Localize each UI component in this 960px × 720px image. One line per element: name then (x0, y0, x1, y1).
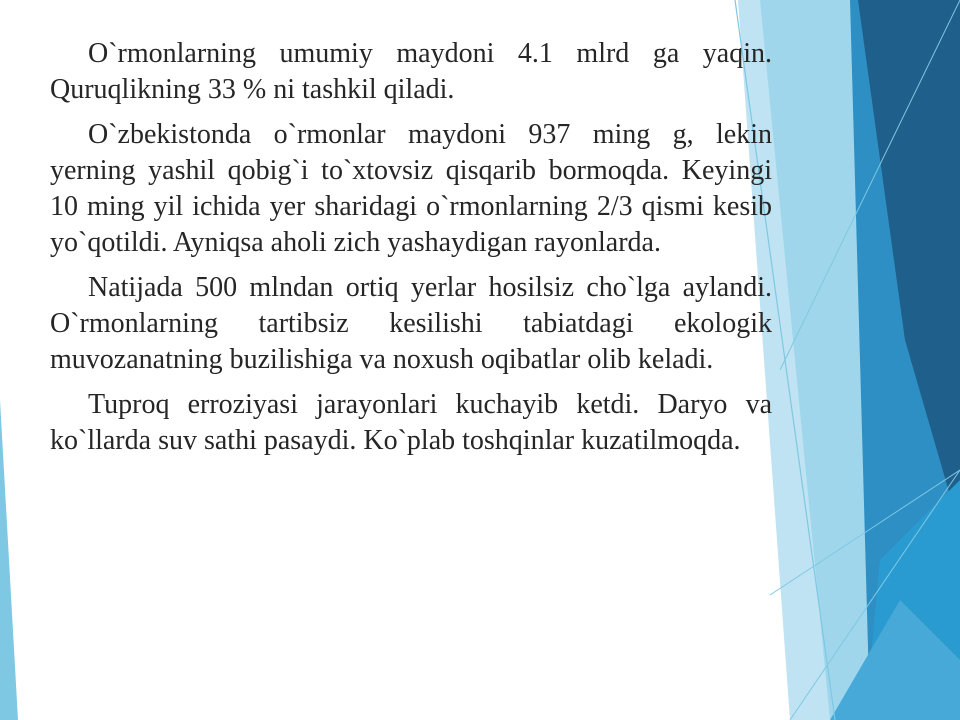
left-accent-shape (0, 400, 18, 720)
paragraph-forest-area: O`rmonlarning umumiy maydoni 4.1 mlrd ga yaqin. Quruqlikning 33 % ni tashkil qiladi. (50, 38, 772, 105)
paragraph-erosion: Tuproq erroziyasi jarayonlari kuchayib ketdi. Daryo va ko`llarda suv sathi pasaydi. Ko`plab toshqinlar kuzatilmoqda. (50, 389, 772, 456)
paragraph-desertification: Natijada 500 mlndan ortiq yerlar hosilsiz cho`lga aylandi. O`rmonlarning tartibsiz kesilishi tabiatdagi ekologik muvozanatning buzilishiga va noxush oqibatlar olib keladi. (50, 272, 772, 375)
paragraph-uzbekistan-forests: O`zbekistonda o`rmonlar maydoni 937 ming g, lekin yerning yashil qobig`i to`xtovsiz qisqarib bormoqda. Keyingi 10 ming yil ichida yer sharidagi o`rmonlarning 2/3 qismi kesib yo`qotildi. Ayniqsa aholi zich yashaydigan rayonlarda. (50, 119, 772, 258)
slide-body (50, 36, 772, 468)
